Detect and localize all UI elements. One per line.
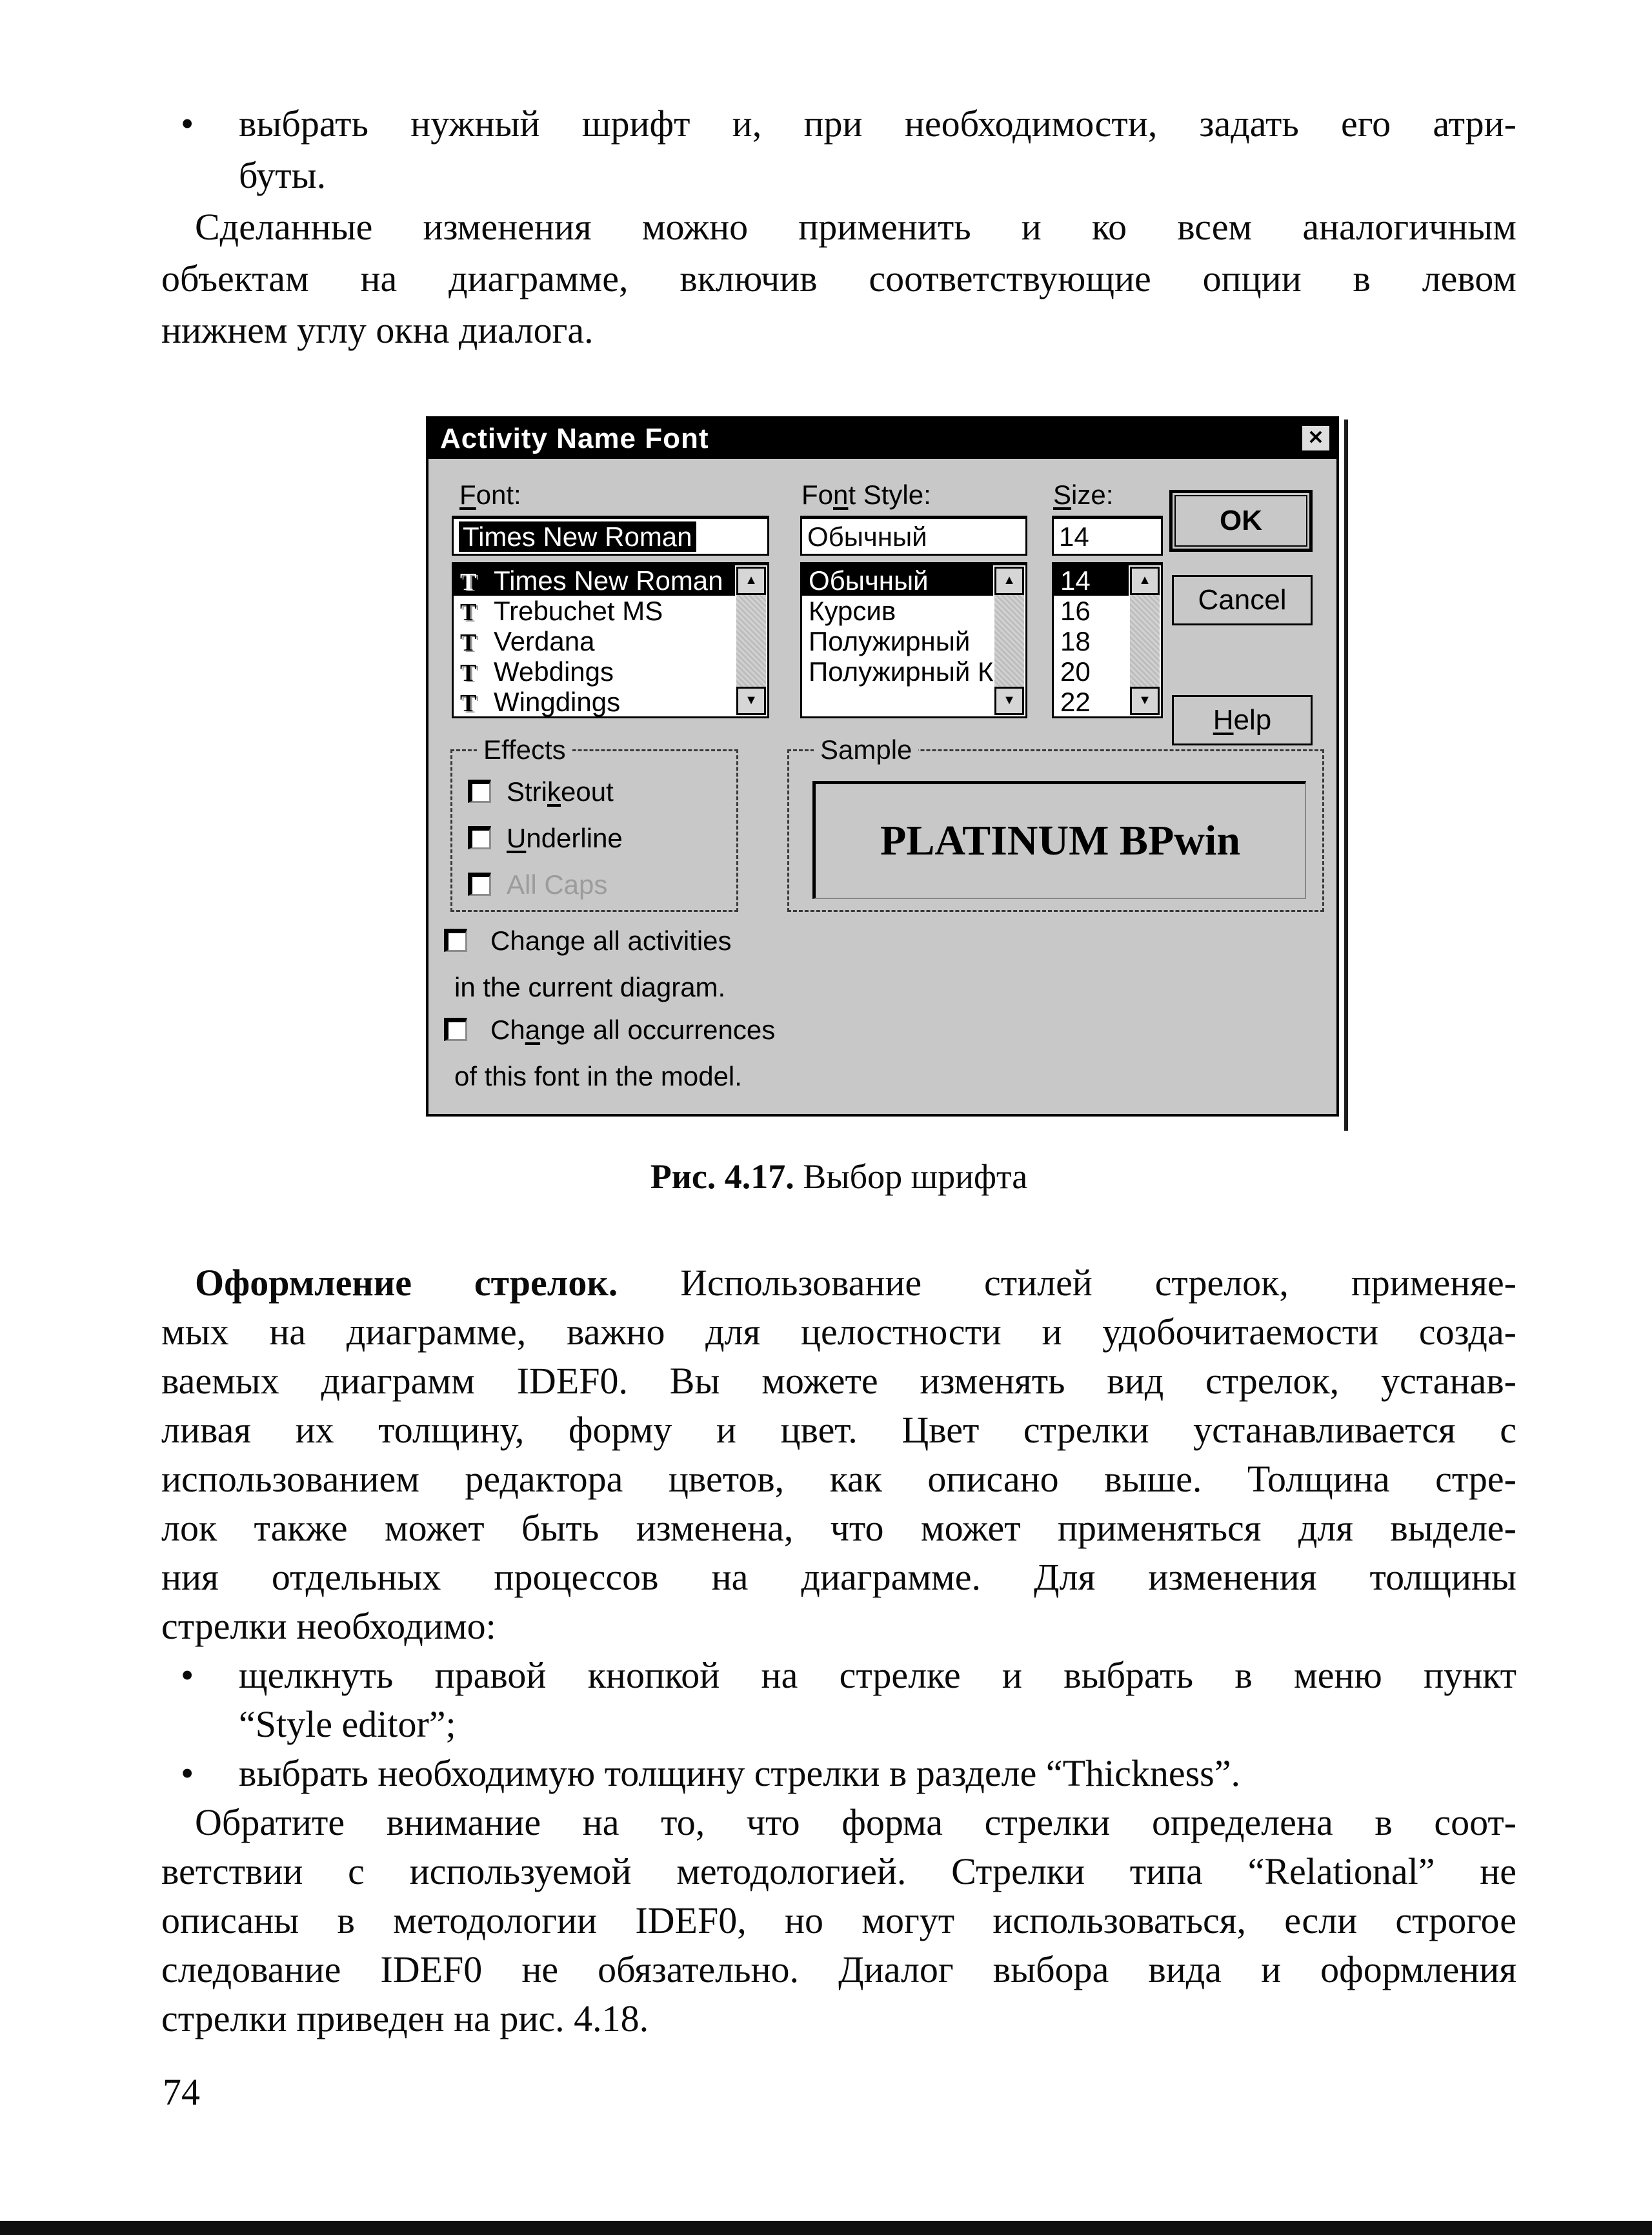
strikeout-label-rest: eout (561, 776, 614, 807)
strikeout-checkbox[interactable] (468, 780, 491, 803)
font-style-input[interactable] (800, 516, 1027, 556)
arrows-text (161, 1259, 1516, 2043)
font-style-label-rest: t Style: (848, 480, 931, 510)
font-input[interactable] (452, 516, 769, 556)
change-all-occurrences-accel: a (525, 1015, 541, 1045)
help-button-rest: elp (1233, 704, 1272, 736)
help-button-accel: H (1213, 704, 1234, 736)
text-line: “Style editor”; (239, 1703, 456, 1745)
size-input-value: 14 (1059, 521, 1089, 552)
dialog-titlebar[interactable] (428, 419, 1336, 459)
list-item-label: Trebuchet MS (494, 596, 663, 626)
change-all-occurrences-label2 (454, 1062, 742, 1091)
truetype-icon: T (460, 660, 477, 687)
size-label-rest: ize: (1071, 480, 1114, 510)
text-line: ния отдельных процессов на диаграмме. Для изменения толщины (161, 1556, 1516, 1598)
size-label-accel: S (1053, 480, 1072, 510)
list-item-label: Times New Roman (494, 565, 723, 596)
list-item[interactable] (454, 596, 767, 626)
arrows-lead-bold: Оформление стрелок. (195, 1262, 618, 1304)
text-line: Сделанные изменения можно применить и ко всем аналогичным (195, 206, 1516, 248)
figure-caption-number: Рис. 4.17. (650, 1157, 794, 1196)
text-line: объектам на диаграмме, включив соответствующие опции в левом (161, 258, 1516, 299)
text-line: выбрать нужный шрифт и, при необходимости, задать его атри- (239, 103, 1516, 145)
bullet-dot: • (181, 103, 194, 145)
list-item[interactable] (802, 626, 1025, 656)
strikeout-label-pre: Stri (507, 776, 547, 807)
font-style-label-pre: Fo (801, 480, 834, 510)
change-all-occurrences-checkbox[interactable] (444, 1018, 467, 1041)
list-item-label: Обычный (809, 565, 929, 596)
list-item-label: 16 (1060, 596, 1091, 626)
arrow-up-icon: ▲ (745, 573, 758, 587)
sample-group (787, 734, 1324, 912)
font-style-input-value: Обычный (807, 521, 927, 552)
font-label-rest: ont: (476, 480, 521, 510)
scroll-up-button[interactable] (736, 567, 766, 595)
bullet-dot: • (181, 1654, 194, 1696)
text-line (161, 1259, 1516, 1308)
font-label-accel: F (459, 480, 476, 510)
arrow-up-icon: ▲ (1003, 573, 1016, 587)
font-style-scrollbar[interactable] (994, 567, 1024, 715)
scroll-up-button[interactable] (1130, 567, 1160, 595)
text-line: Обратите внимание на то, что форма стрелки определена в соот- (195, 1801, 1516, 1843)
list-item[interactable] (802, 596, 1025, 626)
allcaps-label-text: All Caps (507, 869, 608, 900)
ok-button[interactable] (1169, 490, 1313, 552)
allcaps-checkbox (468, 873, 491, 896)
arrow-down-icon: ▼ (1138, 693, 1151, 707)
text-line: следование IDEF0 не обязательно. Диалог выбора вида и оформления (161, 1948, 1516, 1990)
cancel-button-label: Cancel (1198, 584, 1287, 616)
text-line: ливая их толщину, форму и цвет. Цвет стрелки устанавливается с (161, 1409, 1516, 1451)
text-line: лок также может быть изменена, что может применяться для выделе- (161, 1507, 1516, 1549)
list-item-label: 18 (1060, 626, 1091, 656)
list-item-label: Verdana (494, 626, 595, 656)
scroll-down-button[interactable] (1130, 687, 1160, 715)
list-item[interactable] (1054, 565, 1129, 596)
help-button[interactable] (1172, 695, 1313, 745)
size-list-scrollbar[interactable] (1130, 567, 1160, 715)
list-item (161, 1651, 1516, 1749)
close-icon: ✕ (1307, 427, 1324, 449)
close-button[interactable] (1300, 424, 1331, 452)
list-item[interactable] (802, 656, 1025, 687)
list-item[interactable] (454, 626, 767, 656)
strikeout-label[interactable] (507, 777, 614, 807)
font-style-list[interactable] (800, 562, 1027, 718)
change-all-occurrences-label[interactable] (490, 1015, 775, 1045)
list-item-label: 14 (1060, 565, 1091, 596)
list-item-label: Webdings (494, 656, 614, 687)
list-item-label: Полужирный (809, 626, 971, 656)
list-item[interactable] (454, 565, 735, 596)
underline-label-rest: nderline (526, 823, 623, 853)
truetype-icon: T (460, 629, 477, 656)
truetype-icon: T (460, 690, 477, 717)
figure-caption-text: Выбор шрифта (794, 1157, 1028, 1196)
intro-text (161, 98, 1516, 356)
size-input[interactable] (1052, 516, 1163, 556)
bullet-dot: • (181, 1752, 194, 1794)
change-all-activities-checkbox[interactable] (444, 929, 467, 952)
text-line: нижнем углу окна диалога. (161, 309, 594, 351)
arrow-up-icon: ▲ (1138, 573, 1151, 587)
activity-name-font-dialog (426, 416, 1339, 1117)
underline-label-accel: U (507, 823, 527, 853)
size-list[interactable] (1052, 562, 1163, 718)
scan-artifact-bar (0, 2221, 1652, 2235)
scroll-down-button[interactable] (736, 687, 766, 715)
figure-caption (161, 1157, 1516, 1197)
sample-preview (812, 781, 1306, 899)
list-item-label: 20 (1060, 656, 1091, 687)
scroll-up-button[interactable] (994, 567, 1024, 595)
text-line: использованием редактора цветов, как описано выше. Толщина стре- (161, 1458, 1516, 1500)
change-all-occurrences-rest: nge all occurrences (540, 1015, 776, 1045)
list-item (161, 98, 1516, 201)
text-line: мых на диаграмме, важно для целостности и удобочитаемости созда- (161, 1311, 1516, 1353)
arrow-down-icon: ▼ (745, 693, 758, 707)
truetype-icon: T (460, 599, 477, 626)
text-line: стрелки приведен на рис. 4.18. (161, 1997, 649, 2039)
scroll-down-button[interactable] (994, 687, 1024, 715)
dialog-title: Activity Name Font (440, 423, 709, 454)
arrow-down-icon: ▼ (1003, 693, 1016, 707)
list-item (161, 1749, 1516, 1798)
font-list[interactable] (452, 562, 769, 718)
effects-group (450, 734, 738, 912)
text-line: выбрать необходимую толщину стрелки в разделе “Thickness”. (239, 1752, 1240, 1794)
change-all-occurrences-pre: Ch (490, 1015, 525, 1045)
font-style-label (801, 480, 931, 511)
arrows-lead-rest: Использование стилей стрелок, применяе- (618, 1262, 1516, 1304)
underline-label[interactable] (507, 824, 623, 853)
change-all-activities-label[interactable] (490, 926, 732, 956)
change-all-activities-l1: Change all activities (490, 925, 732, 956)
change-all-activities-l2: in the current diagram. (454, 972, 726, 1002)
list-item-label: 22 (1060, 687, 1091, 717)
list-item[interactable] (454, 656, 767, 687)
sample-text: PLATINUM BPwin (880, 817, 1240, 864)
scan-artifact-line (1344, 420, 1348, 1131)
truetype-icon: T (460, 569, 477, 596)
text-line: стрелки необходимо: (161, 1605, 496, 1647)
font-label (459, 480, 521, 511)
font-style-label-accel: n (833, 480, 849, 510)
text-line: ваемых диаграмм IDEF0. Вы можете изменять вид стрелок, устанав- (161, 1360, 1516, 1402)
text-line: буты. (239, 154, 327, 196)
list-item-label: Курсив (809, 596, 896, 626)
change-all-activities-label2 (454, 973, 725, 1002)
underline-checkbox[interactable] (468, 826, 491, 849)
ok-button-label: OK (1220, 505, 1262, 536)
allcaps-label (507, 870, 607, 900)
change-all-occurrences-l2: of this font in the model. (454, 1061, 742, 1091)
text-line: щелкнуть правой кнопкой на стрелке и выбрать в меню пункт (239, 1654, 1516, 1696)
strikeout-label-accel: k (547, 776, 561, 807)
list-item-label: Полужирный К (809, 656, 994, 687)
list-item[interactable] (454, 687, 767, 717)
cancel-button[interactable] (1172, 575, 1313, 625)
text-line: описаны в методологии IDEF0, но могут использоваться, если строгое (161, 1899, 1516, 1941)
sample-group-label: Sample (814, 734, 918, 765)
size-label (1053, 480, 1113, 511)
list-item[interactable] (802, 565, 993, 596)
font-list-scrollbar[interactable] (736, 567, 766, 715)
text-line: ветствии с используемой методологией. Стрелки типа “Relational” не (161, 1850, 1516, 1892)
page-number: 74 (163, 2071, 200, 2113)
font-input-value: Times New Roman (459, 521, 696, 552)
list-item-label: Wingdings (494, 687, 621, 717)
effects-group-label: Effects (477, 734, 572, 765)
